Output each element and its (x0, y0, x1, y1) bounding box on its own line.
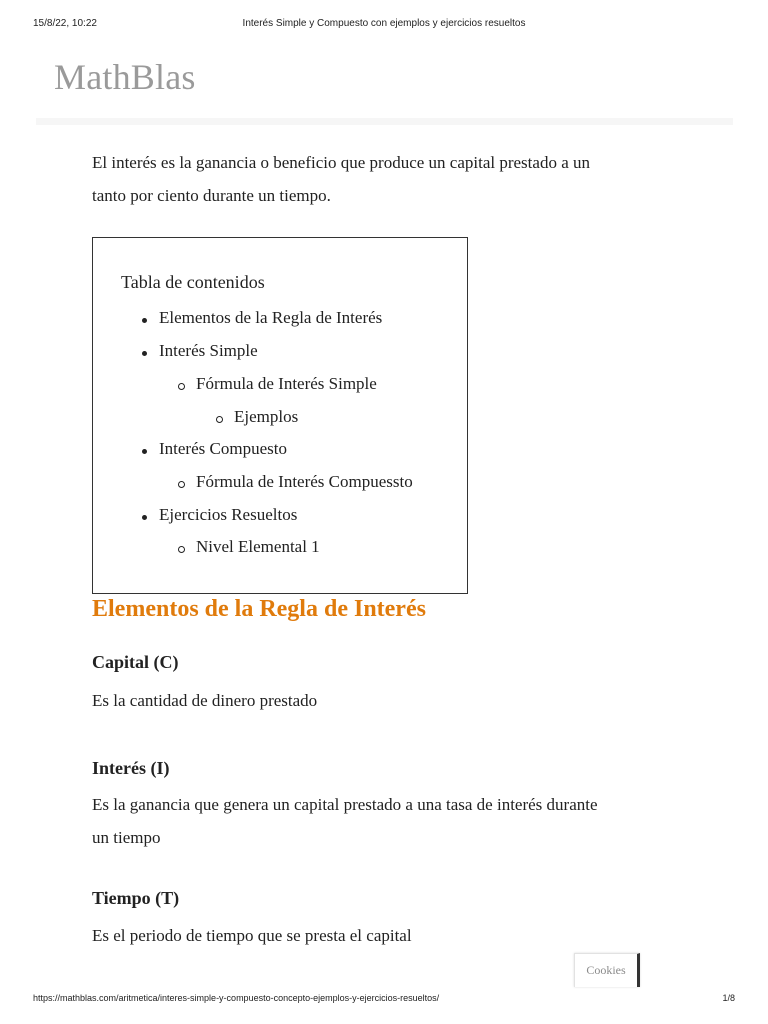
intro-line-1: El interés es la ganancia o beneficio que produce un capital prestado a un (92, 153, 590, 172)
toc-bullet-disc (142, 515, 147, 520)
interes-line-1: Es la ganancia que genera un capital prestado a una tasa de interés durante (92, 795, 598, 814)
intro-line-2: tanto por ciento durante un tiempo. (92, 186, 331, 205)
print-url: https://mathblas.com/aritmetica/interes-simple-y-compuesto-concepto-ejemplos-y-ejercicios-resueltos/ (33, 993, 440, 1003)
toc-bullet-circle (178, 481, 185, 488)
capital-heading: Capital (C) (92, 652, 179, 672)
header-divider (36, 118, 733, 125)
toc-bullet-circle (216, 416, 223, 423)
toc-link-formula-compuesto[interactable]: Fórmula de Interés Compuessto (196, 472, 413, 491)
toc-bullet-circle (178, 383, 185, 390)
toc-link-ejemplos[interactable]: Ejemplos (234, 407, 299, 426)
toc-bullet-disc (142, 449, 147, 454)
toc-link-elementos[interactable]: Elementos de la Regla de Interés (159, 308, 383, 327)
toc-link-interes-simple[interactable]: Interés Simple (159, 341, 258, 360)
toc-bullet-disc (142, 351, 147, 356)
print-date: 15/8/22, 10:22 (33, 18, 97, 29)
toc-bullet-circle (178, 546, 185, 553)
print-title: Interés Simple y Compuesto con ejemplos y ejercicios resueltos (242, 18, 526, 29)
interes-heading: Interés (I) (92, 758, 170, 778)
intro-paragraph (92, 146, 692, 212)
toc-link-ejercicios[interactable]: Ejercicios Resueltos (159, 505, 298, 524)
page-number: 1/8 (722, 993, 735, 1003)
interes-text (92, 788, 692, 854)
table-of-contents (92, 237, 468, 594)
print-footer (0, 993, 768, 1007)
toc-link-nivel-elemental[interactable]: Nivel Elemental 1 (196, 537, 320, 556)
tiempo-heading: Tiempo (T) (92, 888, 180, 908)
toc-link-interes-compuesto[interactable]: Interés Compuesto (159, 439, 287, 458)
tiempo-text: Es el periodo de tiempo que se presta el capital (92, 926, 412, 945)
capital-text: Es la cantidad de dinero prestado (92, 691, 318, 710)
toc-link-formula-simple[interactable]: Fórmula de Interés Simple (196, 374, 377, 393)
site-logo[interactable]: MathBlas (54, 57, 196, 97)
print-header (0, 18, 768, 32)
toc-bullet-disc (142, 318, 147, 323)
interes-line-2: un tiempo (92, 828, 161, 847)
section-heading: Elementos de la Regla de Interés (92, 596, 426, 622)
cookies-button[interactable]: Cookies (574, 953, 640, 987)
toc-title: Tabla de contenidos (121, 272, 265, 292)
